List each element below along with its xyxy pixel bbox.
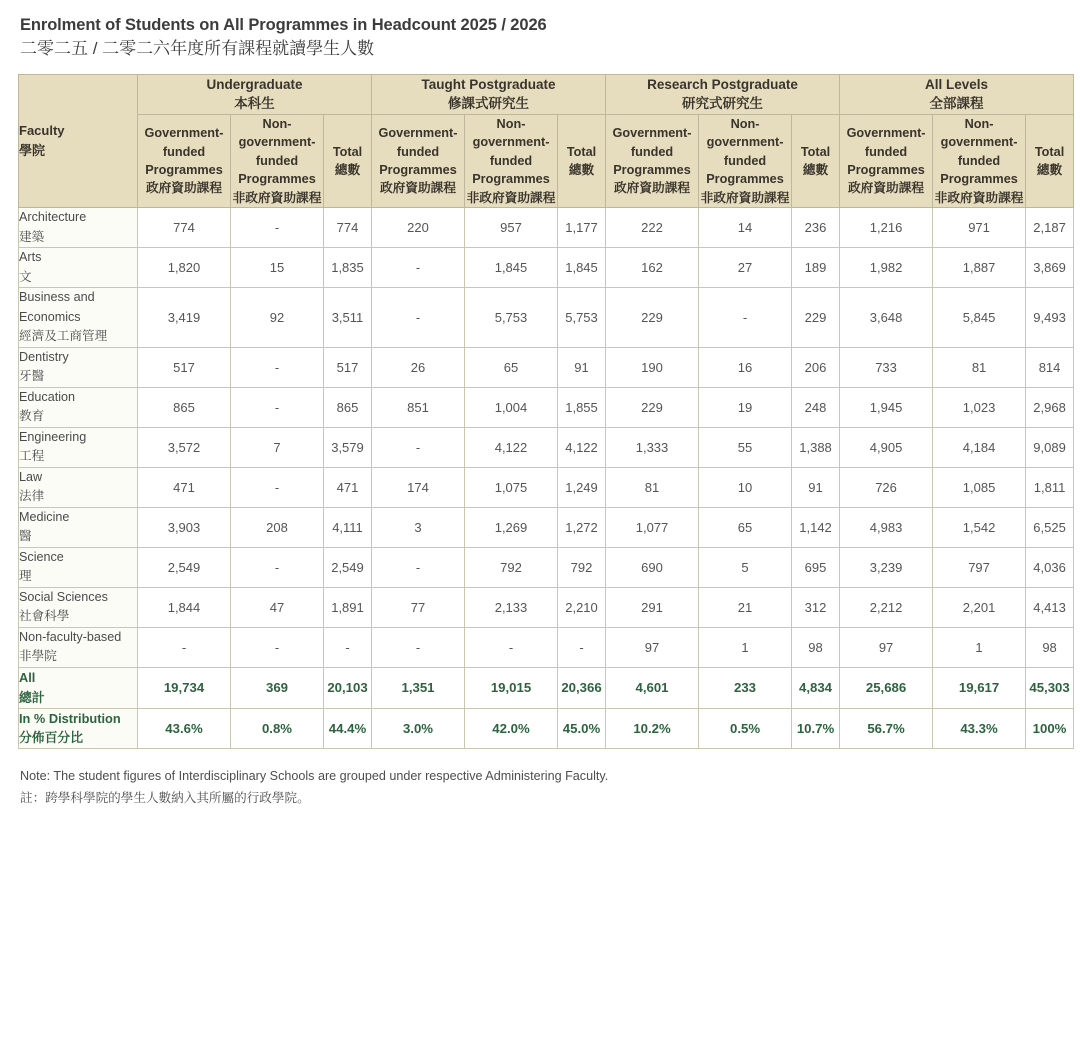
faculty-name-cell (19, 208, 138, 248)
faculty-name-en: Arts (19, 250, 42, 265)
faculty-name-zh: 文 (19, 269, 32, 284)
faculty-name-en: Dentistry (19, 349, 69, 364)
data-cell: 792 (465, 547, 558, 587)
data-cell: 1,177 (558, 208, 606, 248)
faculty-name-zh: 非學院 (19, 649, 57, 664)
subheader-zh: 總數 (334, 163, 361, 178)
subheader-zh: 非政府資助課程 (700, 190, 790, 205)
data-cell: 1,142 (792, 507, 840, 547)
faculty-name-cell (19, 248, 138, 288)
data-cell: 1,075 (465, 467, 558, 507)
data-cell: 19 (699, 387, 792, 427)
header-ug-government-funded (138, 115, 231, 208)
data-cell: 236 (792, 208, 840, 248)
data-cell: 43.6% (138, 708, 231, 749)
data-cell: 814 (1026, 347, 1074, 387)
table-row (19, 427, 1074, 467)
header-all-government-funded (840, 115, 933, 208)
data-cell: 2,210 (558, 587, 606, 627)
data-cell: 1,333 (606, 427, 699, 467)
data-cell: 1,269 (465, 507, 558, 547)
header-tpg-non-government-funded (465, 115, 558, 208)
faculty-name-en: All (19, 669, 36, 685)
data-cell: 695 (792, 547, 840, 587)
data-cell: 957 (465, 208, 558, 248)
data-cell: 291 (606, 587, 699, 627)
data-cell: 4,413 (1026, 587, 1074, 627)
data-cell: 65 (465, 347, 558, 387)
data-cell: 5,753 (465, 288, 558, 348)
data-cell: 229 (792, 288, 840, 348)
data-cell: 0.5% (699, 708, 792, 749)
data-cell: 369 (231, 667, 324, 708)
faculty-name-en: Non-faculty-based (19, 629, 122, 644)
data-cell: 91 (792, 467, 840, 507)
header-rpg-government-funded (606, 115, 699, 208)
data-cell: 4,122 (558, 427, 606, 467)
data-cell: 65 (699, 507, 792, 547)
data-cell: 2,201 (933, 587, 1026, 627)
data-cell: 55 (699, 427, 792, 467)
data-cell: 1,351 (372, 667, 465, 708)
data-cell: 27 (699, 248, 792, 288)
data-cell: 4,834 (792, 667, 840, 708)
data-cell: 774 (138, 208, 231, 248)
subheader-zh: 非政府資助課程 (466, 190, 556, 205)
data-cell: 1,891 (324, 587, 372, 627)
faculty-name-en: Science (19, 549, 64, 564)
data-cell: - (372, 627, 465, 667)
subheader-zh: 總數 (1036, 163, 1063, 178)
data-cell: 1,887 (933, 248, 1026, 288)
data-cell: 98 (1026, 627, 1074, 667)
data-cell: 5,845 (933, 288, 1026, 348)
data-cell: 1,945 (840, 387, 933, 427)
faculty-name-en: Education (19, 389, 76, 404)
header-faculty-zh: 學院 (19, 142, 46, 158)
faculty-name-en: Law (19, 469, 43, 484)
data-cell: 5 (699, 547, 792, 587)
data-cell: 1,835 (324, 248, 372, 288)
data-cell: 56.7% (840, 708, 933, 749)
faculty-name-en: Engineering (19, 429, 87, 444)
data-cell: - (372, 248, 465, 288)
data-cell: 222 (606, 208, 699, 248)
data-cell: - (465, 627, 558, 667)
page-title-en: Enrolment of Students on All Programmes in Headcount 2025 / 2026 (20, 16, 547, 34)
data-cell: 3,648 (840, 288, 933, 348)
data-cell: 1,811 (1026, 467, 1074, 507)
data-cell: - (138, 627, 231, 667)
data-cell: - (558, 627, 606, 667)
data-cell: 92 (231, 288, 324, 348)
data-cell: 1,023 (933, 387, 1026, 427)
faculty-name-cell (19, 467, 138, 507)
group-label-zh: 研究式研究生 (682, 96, 764, 112)
header-group-row (19, 74, 1074, 114)
note-en: Note: The student figures of Interdisciplinary Schools are grouped under respective Administering Faculty. (20, 769, 609, 784)
data-cell: 733 (840, 347, 933, 387)
data-cell: 2,133 (465, 587, 558, 627)
table-row (19, 467, 1074, 507)
data-cell: 7 (231, 427, 324, 467)
subheader-en: Government-funded Programmes (612, 126, 692, 178)
data-cell: 220 (372, 208, 465, 248)
table-row (19, 507, 1074, 547)
data-cell: 1,820 (138, 248, 231, 288)
faculty-name-cell (19, 547, 138, 587)
subheader-en: Total (332, 144, 363, 159)
data-cell: 3,903 (138, 507, 231, 547)
group-label-en: Taught Postgraduate (421, 76, 556, 92)
data-cell: 10 (699, 467, 792, 507)
data-cell: 190 (606, 347, 699, 387)
header-tpg-total (558, 115, 606, 208)
data-cell: 1,844 (138, 587, 231, 627)
subheader-zh: 非政府資助課程 (934, 190, 1024, 205)
faculty-name-cell (19, 427, 138, 467)
data-cell: 4,111 (324, 507, 372, 547)
faculty-name-cell (19, 587, 138, 627)
faculty-name-zh: 理 (19, 569, 32, 584)
data-cell: 4,036 (1026, 547, 1074, 587)
data-cell: 726 (840, 467, 933, 507)
header-faculty-en: Faculty (19, 123, 65, 139)
data-cell: 2,549 (324, 547, 372, 587)
faculty-name-cell (19, 387, 138, 427)
data-cell: - (372, 427, 465, 467)
subheader-en: Government-funded Programmes (378, 126, 458, 178)
data-cell: 3 (372, 507, 465, 547)
data-cell: - (699, 288, 792, 348)
data-cell: - (231, 347, 324, 387)
data-cell: - (231, 208, 324, 248)
data-cell: 19,015 (465, 667, 558, 708)
table-row (19, 347, 1074, 387)
header-rpg-non-government-funded (699, 115, 792, 208)
data-cell: 42.0% (465, 708, 558, 749)
faculty-name-cell (19, 507, 138, 547)
table-header (19, 74, 1074, 207)
data-cell: 971 (933, 208, 1026, 248)
subheader-zh: 政府資助課程 (847, 181, 925, 196)
data-cell: 98 (792, 627, 840, 667)
data-cell: 774 (324, 208, 372, 248)
header-group-undergraduate (138, 74, 372, 114)
data-cell: 1,249 (558, 467, 606, 507)
data-cell: 248 (792, 387, 840, 427)
data-cell: 851 (372, 387, 465, 427)
data-cell: 16 (699, 347, 792, 387)
table-row (19, 587, 1074, 627)
faculty-name-en: Architecture (19, 210, 87, 225)
header-group-research-postgraduate (606, 74, 840, 114)
subheader-en: Total (566, 144, 597, 159)
data-cell: 45,303 (1026, 667, 1074, 708)
faculty-name-zh: 法律 (19, 489, 45, 504)
data-cell: 2,212 (840, 587, 933, 627)
data-cell: 1,085 (933, 467, 1026, 507)
faculty-name-zh: 醫 (19, 529, 32, 544)
data-cell: 1,272 (558, 507, 606, 547)
data-cell: 14 (699, 208, 792, 248)
data-cell: 20,103 (324, 667, 372, 708)
table-row (19, 288, 1074, 348)
header-rpg-total (792, 115, 840, 208)
data-cell: - (231, 387, 324, 427)
data-cell: 229 (606, 387, 699, 427)
faculty-name-zh: 分佈百分比 (19, 730, 83, 746)
data-cell: 81 (933, 347, 1026, 387)
faculty-name-cell (19, 627, 138, 667)
data-cell: 3,572 (138, 427, 231, 467)
subheader-zh: 總數 (802, 163, 829, 178)
data-cell: 2,187 (1026, 208, 1074, 248)
enrolment-table (18, 74, 1074, 749)
data-cell: 44.4% (324, 708, 372, 749)
data-cell: 3,419 (138, 288, 231, 348)
data-cell: 26 (372, 347, 465, 387)
header-faculty-cell (19, 74, 138, 207)
data-cell: 3,511 (324, 288, 372, 348)
data-cell: 4,905 (840, 427, 933, 467)
table-body (19, 208, 1074, 749)
header-ug-total (324, 115, 372, 208)
group-label-en: All Levels (925, 76, 989, 92)
table-row (19, 547, 1074, 587)
data-cell: 91 (558, 347, 606, 387)
data-cell: 3.0% (372, 708, 465, 749)
data-cell: 189 (792, 248, 840, 288)
group-label-zh: 全部課程 (929, 96, 984, 112)
data-cell: 1,004 (465, 387, 558, 427)
data-cell: 47 (231, 587, 324, 627)
data-cell: 77 (372, 587, 465, 627)
header-tpg-government-funded (372, 115, 465, 208)
subheader-zh: 總數 (568, 163, 595, 178)
data-cell: 1,845 (558, 248, 606, 288)
data-cell: 471 (324, 467, 372, 507)
page-title (20, 14, 1062, 62)
faculty-name-zh: 經濟及工商管理 (19, 329, 108, 344)
data-cell: 1,845 (465, 248, 558, 288)
data-cell: 4,601 (606, 667, 699, 708)
faculty-name-zh: 建築 (19, 229, 45, 244)
data-cell: 2,549 (138, 547, 231, 587)
subheader-en: Government-funded Programmes (846, 126, 926, 178)
group-label-en: Research Postgraduate (647, 76, 798, 92)
note-zh: 註：跨學科學院的學生人數納入其所屬的行政學院。 (20, 791, 310, 806)
header-all-total (1026, 115, 1074, 208)
data-cell: 517 (324, 347, 372, 387)
data-cell: 19,734 (138, 667, 231, 708)
data-cell: 3,579 (324, 427, 372, 467)
faculty-name-cell (19, 708, 138, 749)
subheader-en: Non-government-funded Programmes (238, 117, 316, 187)
data-cell: 1,077 (606, 507, 699, 547)
data-cell: 2,968 (1026, 387, 1074, 427)
data-cell: 19,617 (933, 667, 1026, 708)
table-row (19, 387, 1074, 427)
data-cell: 6,525 (1026, 507, 1074, 547)
data-cell: 865 (324, 387, 372, 427)
data-cell: 97 (840, 627, 933, 667)
data-cell: 81 (606, 467, 699, 507)
data-cell: 97 (606, 627, 699, 667)
table-row-percent (19, 708, 1074, 749)
faculty-name-en: Social Sciences (19, 589, 108, 604)
data-cell: 1 (933, 627, 1026, 667)
data-cell: - (372, 547, 465, 587)
faculty-name-cell (19, 288, 138, 348)
header-subcolumn-row (19, 115, 1074, 208)
faculty-name-en: In % Distribution (19, 710, 121, 726)
data-cell: - (231, 547, 324, 587)
subheader-zh: 政府資助課程 (379, 181, 457, 196)
faculty-name-zh: 總計 (19, 689, 45, 705)
data-cell: 0.8% (231, 708, 324, 749)
data-cell: 174 (372, 467, 465, 507)
group-label-zh: 修課式研究生 (448, 96, 529, 112)
data-cell: - (231, 467, 324, 507)
data-cell: 1,216 (840, 208, 933, 248)
header-group-taught-postgraduate (372, 74, 606, 114)
data-cell: 1 (699, 627, 792, 667)
data-cell: 10.7% (792, 708, 840, 749)
header-group-all-levels (840, 74, 1074, 114)
data-cell: 25,686 (840, 667, 933, 708)
faculty-name-zh: 教育 (19, 409, 45, 424)
data-cell: - (324, 627, 372, 667)
group-label-zh: 本科生 (234, 96, 275, 112)
data-cell: - (372, 288, 465, 348)
group-label-en: Undergraduate (206, 76, 303, 92)
data-cell: 10.2% (606, 708, 699, 749)
data-cell: 162 (606, 248, 699, 288)
subheader-en: Non-government-funded Programmes (706, 117, 784, 187)
data-cell: 797 (933, 547, 1026, 587)
subheader-zh: 政府資助課程 (613, 181, 691, 196)
data-cell: 4,184 (933, 427, 1026, 467)
page-title-zh: 二零二五 / 二零二六年度所有課程就讀學生人數 (20, 39, 375, 59)
subheader-en: Non-government-funded Programmes (940, 117, 1018, 187)
data-cell: 4,983 (840, 507, 933, 547)
data-cell: 792 (558, 547, 606, 587)
data-cell: 5,753 (558, 288, 606, 348)
data-cell: 15 (231, 248, 324, 288)
data-cell: 9,089 (1026, 427, 1074, 467)
faculty-name-cell (19, 347, 138, 387)
faculty-name-zh: 工程 (19, 449, 45, 464)
subheader-zh: 政府資助課程 (145, 181, 223, 196)
table-row-total (19, 667, 1074, 708)
faculty-name-cell (19, 667, 138, 708)
header-ug-non-government-funded (231, 115, 324, 208)
faculty-name-en: Medicine (19, 509, 70, 524)
faculty-name-zh: 牙醫 (19, 369, 45, 384)
faculty-name-en: Business and Economics (19, 290, 95, 324)
data-cell: 1,542 (933, 507, 1026, 547)
data-cell: 4,122 (465, 427, 558, 467)
data-cell: 45.0% (558, 708, 606, 749)
data-cell: 690 (606, 547, 699, 587)
data-cell: 21 (699, 587, 792, 627)
subheader-en: Government-funded Programmes (144, 126, 224, 178)
data-cell: 208 (231, 507, 324, 547)
data-cell: 1,855 (558, 387, 606, 427)
data-cell: 9,493 (1026, 288, 1074, 348)
table-note (20, 765, 1062, 809)
data-cell: 206 (792, 347, 840, 387)
header-all-non-government-funded (933, 115, 1026, 208)
subheader-en: Non-government-funded Programmes (472, 117, 550, 187)
data-cell: 43.3% (933, 708, 1026, 749)
data-cell: - (231, 627, 324, 667)
data-cell: 100% (1026, 708, 1074, 749)
faculty-name-zh: 社會科學 (19, 609, 70, 624)
data-cell: 229 (606, 288, 699, 348)
table-row (19, 627, 1074, 667)
data-cell: 3,239 (840, 547, 933, 587)
data-cell: 1,388 (792, 427, 840, 467)
data-cell: 1,982 (840, 248, 933, 288)
subheader-zh: 非政府資助課程 (232, 190, 322, 205)
data-cell: 865 (138, 387, 231, 427)
subheader-en: Total (800, 144, 831, 159)
table-row (19, 208, 1074, 248)
data-cell: 20,366 (558, 667, 606, 708)
data-cell: 471 (138, 467, 231, 507)
subheader-en: Total (1034, 144, 1065, 159)
data-cell: 312 (792, 587, 840, 627)
data-cell: 233 (699, 667, 792, 708)
table-row (19, 248, 1074, 288)
data-cell: 517 (138, 347, 231, 387)
data-cell: 3,869 (1026, 248, 1074, 288)
